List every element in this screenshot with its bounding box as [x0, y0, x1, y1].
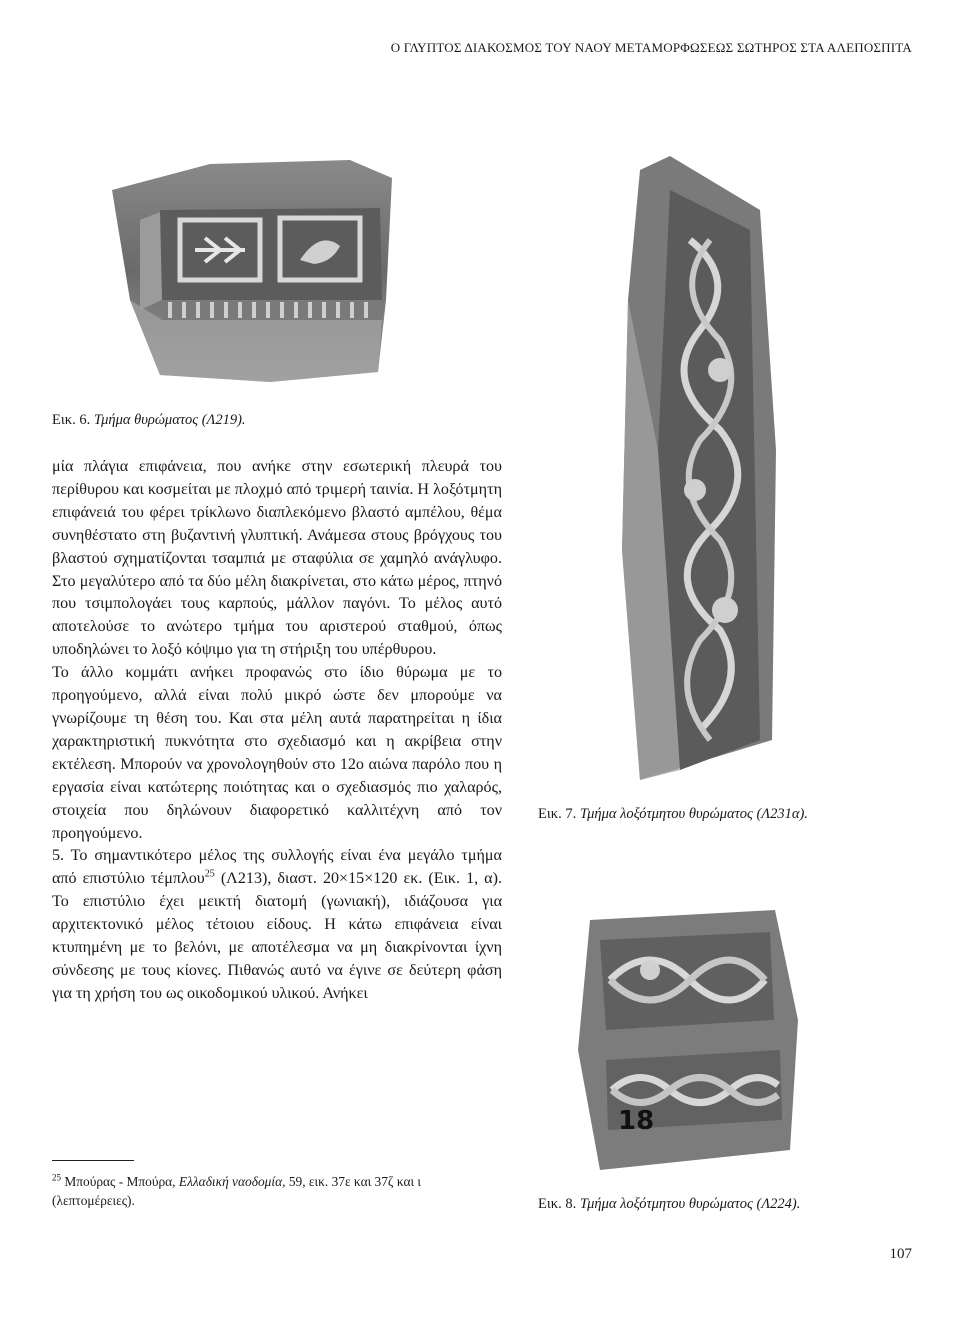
figure-8-caption: Εικ. 8. Τμήμα λοξότμητου θυρώματος (Λ224). [538, 1196, 801, 1212]
figure-8-inventory-number: 18 [618, 1106, 655, 1136]
paragraph-1: μία πλάγια επιφάνεια, που ανήκε στην εσωτερική πλευρά του περίθυρου και κοσμείται με πλοχμό από τριμερή ταινία. Η λοξότμητη επιφάνειά του φέρει τρίκλωνο διαπλεκόμενο βλαστό αμπέλου, θέμα συνηθέστατο στη βυζαντινή γλυπτική. Ανάμεσα στους βρόγχους του βλαστού σχηματίζονται τσαμπιά με σταφύλια σε χαμηλό ανάγλυφο. Στο μεγαλύτερο από τα δύο μέλη διακρίνεται, στο κάτω μέρος, πτηνό που τσιμπολογάει τους καρπούς, μάλλον παγόνι. Το μέλος αυτό αποτελούσε το ανώτερο τμήμα του αριστερού σταθμού, όπως υποδηλώνει το λοξό κόψιμο για τη στήριξη του υπέρθυρου. [52, 458, 502, 659]
figure-6-caption: Εικ. 6. Τμήμα θυρώματος (Λ219). [52, 412, 246, 428]
figure-6-relief [100, 150, 400, 390]
footnote-ref-25[interactable]: 25 [204, 868, 215, 880]
paragraph-3: 5. Το σημαντικότερο μέλος της συλλογής είναι ένα μεγάλο τμήμα από επιστύλιο τέμπλου$^{25}$ (Λ213), διαστ. 20×15×120 εκ. (Εικ. 1, α). Το επιστύλιο έχει μεικτή διατομή (γωνιακή), ιδιάζουσα για αρχιτεκτονικό μέλος τέτοιου είδους. Η κάτω επιφάνεια είναι κτυπημένη με το βελόνι, με αποτέλεσμα να μη διακρίνονται ίχνη σύνδεσης με τους κίονες. Πιθανώς αυτό να έγινε σε δεύτερη φάση για τη χρήση του ως οικοδομικού υλικού. Ανήκει [52, 847, 502, 1002]
figure-7-photo [600, 150, 800, 800]
body-text [52, 456, 502, 1006]
footnote-rule [52, 1160, 134, 1161]
figure-7-caption: Εικ. 7. Τμήμα λοξότμητου θυρώματος (Λ231α). [538, 806, 808, 822]
footnote-25: $^{25}$ Μπούρας - Μπούρα, Ελλαδική ναοδομία, 59, εικ. 37ε και 37ζ και ι (λεπτομέρειες). [52, 1172, 422, 1208]
running-head: Ο ΓΛΥΠΤΟΣ ΔΙΑΚΟΣΜΟΣ ΤΟΥ ΝΑΟΥ ΜΕΤΑΜΟΡΦΩΣΕΩΣ ΣΩΤΗΡΟΣ ΣΤΑ ΑΛΕΠΟΣΠΙΤΑ [390, 40, 912, 55]
paragraph-2: Το άλλο κομμάτι ανήκει προφανώς στο ίδιο θύρωμα με το προηγούμενο, αλλά είναι πολύ μικρό ώστε δεν μπορούμε να γνωρίζουμε τη θέση του. Και στα μέλη αυτά παρατηρείται η ίδια χαρακτηριστική πυκνότητα στο σχεδιασμό και η ακρίβεια στην εκτέλεση. Μπορούν να χρονολογηθούν στο 12ο αιώνα παρόλο που η εργασία είναι κατώτερης ποιότητας και ο σχεδιασμός πιο χαλαρός, στοιχεία που δηλώνουν διαφορετικό καλλιτέχνη από τον προηγούμενο. [52, 664, 502, 842]
page-number: 107 [889, 1246, 912, 1262]
figure-7-relief [600, 150, 800, 800]
figure-8-relief [560, 900, 810, 1180]
figure-8-photo [560, 900, 810, 1180]
figure-6-photo [100, 150, 400, 390]
